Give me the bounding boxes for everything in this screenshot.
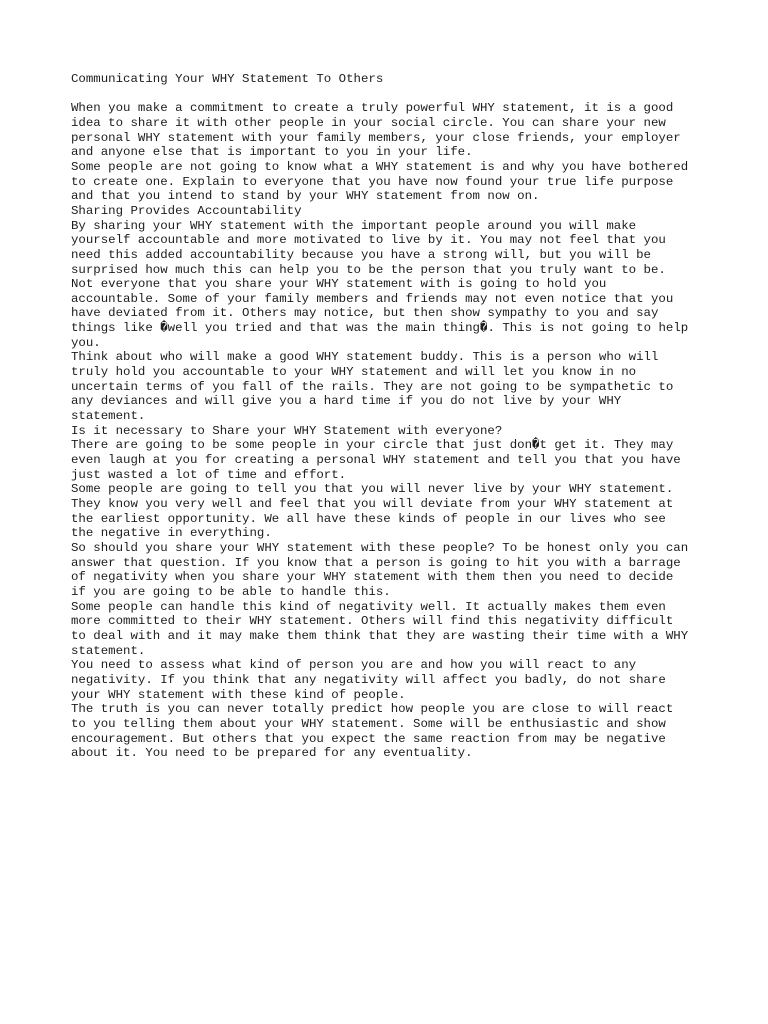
text-line: When you make a commitment to create a truly powerful WHY statement, it is a good	[71, 101, 674, 116]
paragraph	[71, 438, 711, 482]
paragraph	[71, 277, 711, 350]
text-line: encouragement. But others that you expect the same reaction from may be negative	[71, 731, 666, 746]
document-title: Communicating Your WHY Statement To Others	[71, 72, 384, 86]
text-line: personal WHY statement with your family members, your close friends, your employer	[71, 130, 681, 145]
text-line: about it. You need to be prepared for any eventuality.	[71, 746, 473, 761]
text-line: to create one. Explain to everyone that you have now found your true life purpose	[71, 174, 674, 189]
paragraph	[71, 600, 711, 659]
text-line: the earliest opportunity. We all have these kinds of people in our lives who see	[71, 511, 666, 526]
text-line: yourself accountable and more motivated to live by it. You may not feel that you	[71, 233, 666, 248]
text-line: if you are going to be able to handle this.	[71, 584, 391, 599]
text-line: You need to assess what kind of person you are and how you will react to any	[71, 658, 637, 673]
paragraph	[71, 482, 711, 541]
paragraph	[71, 219, 711, 278]
text-line: to deal with and it may make them think that they are wasting their time with a WHY	[71, 628, 689, 643]
document-page	[71, 72, 711, 761]
text-line: Some people are not going to know what a WHY statement is and why you have bothered	[71, 159, 689, 174]
paragraph	[71, 350, 711, 423]
text-line: of negativity when you share your WHY statement with them then you need to decide	[71, 570, 674, 585]
paragraph	[71, 101, 711, 160]
text-line: and that you intend to stand by your WHY statement from now on.	[71, 189, 540, 204]
text-line: So should you share your WHY statement with these people? To be honest only you can	[71, 540, 689, 555]
text-line: They know you very well and feel that you will deviate from your WHY statement at	[71, 497, 674, 512]
text-line: have deviated from it. Others may notice, but then show sympathy to you and say	[71, 306, 659, 321]
text-line: truly hold you accountable to your WHY statement and will let you know in no	[71, 365, 637, 380]
document-body	[71, 101, 711, 761]
paragraph	[71, 541, 711, 600]
text-line: need this added accountability because you have a strong will, but you will be	[71, 247, 651, 262]
text-line: even laugh at you for creating a personal WHY statement and tell you that you have	[71, 453, 681, 468]
paragraph	[71, 702, 711, 761]
text-line: the negative in everything.	[71, 526, 272, 541]
text-line: Sharing Provides Accountability	[71, 203, 302, 218]
text-line: Not everyone that you share your WHY statement with is going to hold you	[71, 277, 607, 292]
text-line: By sharing your WHY statement with the important people around you will make	[71, 218, 637, 233]
text-line: idea to share it with other people in your social circle. You can share your new	[71, 115, 666, 130]
text-line: Is it necessary to Share your WHY Statement with everyone?	[71, 423, 503, 438]
text-line: surprised how much this can help you to be the person that you truly want to be.	[71, 262, 666, 277]
text-line: answer that question. If you know that a person is going to hit you with a barrage	[71, 555, 681, 570]
section-heading	[71, 204, 711, 219]
text-line: uncertain terms of you fall of the rails. They are not going to be sympathetic to	[71, 379, 674, 394]
text-line: things like �well you tried and that was the main thing�. This is not going to help	[71, 321, 689, 336]
text-line: statement.	[71, 643, 146, 658]
text-line: any deviances and will give you a hard time if you do not live by your WHY	[71, 394, 622, 409]
paragraph	[71, 160, 711, 204]
text-line: just wasted a lot of time and effort.	[71, 467, 347, 482]
text-line: The truth is you can never totally predict how people you are close to will react	[71, 702, 674, 717]
text-line: you.	[71, 335, 101, 350]
text-line: Think about who will make a good WHY statement buddy. This is a person who will	[71, 350, 659, 365]
text-line: statement.	[71, 409, 146, 424]
text-line: There are going to be some people in your circle that just don�t get it. They may	[71, 438, 674, 453]
paragraph	[71, 658, 711, 702]
text-line: your WHY statement with these kind of people.	[71, 687, 406, 702]
text-line: Some people can handle this kind of negativity well. It actually makes them even	[71, 599, 666, 614]
text-line: accountable. Some of your family members and friends may not even notice that you	[71, 291, 674, 306]
section-heading	[71, 424, 711, 439]
text-line: negativity. If you think that any negativity will affect you badly, do not share	[71, 672, 666, 687]
text-line: to you telling them about your WHY statement. Some will be enthusiastic and show	[71, 716, 666, 731]
text-line: more committed to their WHY statement. Others will find this negativity difficult	[71, 614, 674, 629]
text-line: Some people are going to tell you that you will never live by your WHY statement.	[71, 482, 674, 497]
text-line: and anyone else that is important to you in your life.	[71, 145, 473, 160]
